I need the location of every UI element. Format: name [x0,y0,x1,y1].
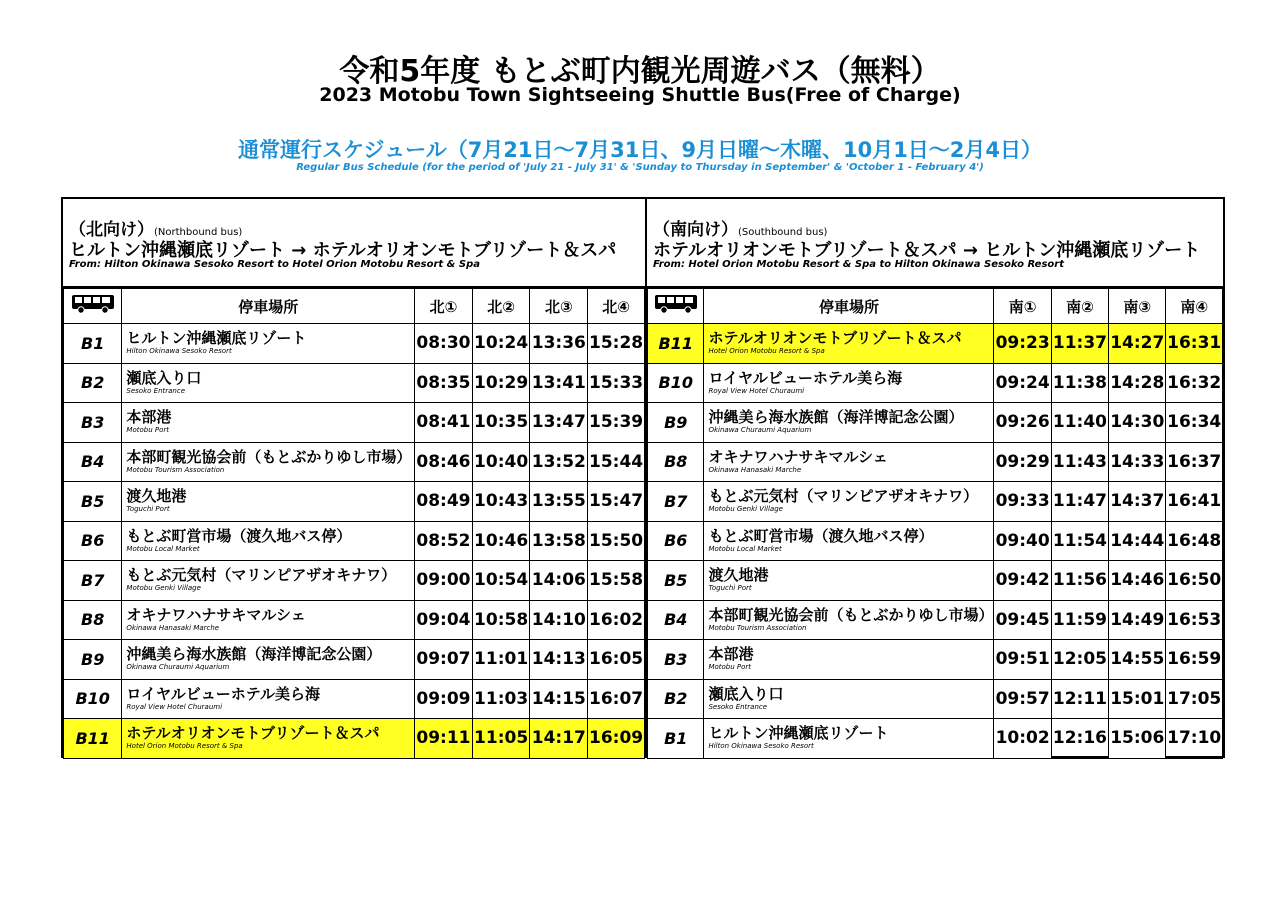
stop-name-ja: オキナワハナサキマルシェ [708,447,888,466]
stop-name-ja: もとぶ町営市場（渡久地バス停） [126,526,352,545]
departure-time: 16:31 [1166,324,1223,364]
stop-name [122,719,415,759]
departure-time: 13:55 [530,482,588,522]
stop-name-en: Okinawa Hanasaki Marche [708,465,802,474]
departure-time: 11:05 [472,719,530,759]
stop-name-en: Hotel Orion Motobu Resort & Spa [708,347,825,356]
route-label-en: From: Hilton Okinawa Sesoko Resort to Hotel Orion Motobu Resort & Spa [69,259,480,270]
stop-name-en: Motobu Local Market [708,544,782,553]
schedule-heading: 通常運行スケジュール（7月21日～7月31日、9月日曜～木曜、10月1日～2月4日） [237,138,1043,162]
stop-name-ja: 本部町観光協会前（もとぶかりゆし市場） [126,447,412,466]
departure-time: 09:11 [415,719,473,759]
table-row [648,600,1223,640]
stop-name [704,482,994,522]
stop-name-en: Okinawa Churaumi Aquarium [708,426,812,435]
table-row [64,363,645,403]
stop-name-en: Motobu Genki Village [708,505,783,514]
departure-time: 15:33 [588,363,645,403]
route-label: ヒルトン沖縄瀬底リゾート → ホテルオリオンモトブリゾート＆スパ [69,240,617,261]
stop-code: B7 [648,482,704,522]
stop-code: B3 [64,403,122,443]
stop-code: B10 [648,363,704,403]
departure-time: 11:01 [472,640,530,680]
header-row [64,289,645,324]
stop-name-ja: 本部港 [708,645,754,664]
page-subtitle: 2023 Motobu Town Sightseeing Shuttle Bus(Free of Charge) [319,84,961,106]
stop-code: B11 [64,719,122,759]
departure-time: 10:35 [472,403,530,443]
departure-time: 16:07 [588,679,645,719]
table-row [648,640,1223,680]
table-row [648,482,1223,522]
trip-header: 北② [472,289,530,324]
stop-name-ja: ロイヤルビューホテル美ら海 [126,684,321,703]
departure-time: 16:09 [588,719,645,759]
departure-time: 08:49 [415,482,473,522]
timetable [61,197,1225,758]
stop-code: B3 [648,640,704,680]
departure-time: 13:47 [530,403,588,443]
stop-name-ja: ロイヤルビューホテル美ら海 [708,368,903,387]
stop-name [704,403,994,443]
departure-time: 16:53 [1166,600,1223,640]
stop-name-en: Toguchi Port [708,584,752,593]
stop-name-en: Okinawa Hanasaki Marche [126,623,220,632]
stop-name-ja: 渡久地港 [708,566,769,585]
departure-time: 09:29 [994,442,1051,482]
departure-time: 10:43 [472,482,530,522]
departure-time: 15:39 [588,403,645,443]
stop-code: B10 [64,679,122,719]
stop-name [704,600,994,640]
departure-time: 11:56 [1051,561,1108,601]
stop-code: B11 [648,324,704,364]
northbound-header [63,199,645,288]
departure-time: 17:05 [1166,679,1223,719]
table-row [648,719,1223,759]
trip-header: 北③ [530,289,588,324]
table-row [64,719,645,759]
stop-name-en: Motobu Port [708,663,752,672]
table-row [64,403,645,443]
stop-name-en: Motobu Genki Village [126,584,201,593]
departure-time: 14:13 [530,640,588,680]
departure-time: 12:05 [1051,640,1108,680]
departure-time: 10:54 [472,561,530,601]
departure-time: 11:47 [1051,482,1108,522]
stop-header: 停車場所 [704,289,994,324]
stop-name-en: Hilton Okinawa Sesoko Resort [126,347,232,356]
stop-name-en: Royal View Hotel Churaumi [126,702,223,711]
departure-time: 14:27 [1109,324,1166,364]
stop-name-ja: オキナワハナサキマルシェ [126,605,306,624]
departure-time: 08:41 [415,403,473,443]
departure-time: 11:59 [1051,600,1108,640]
departure-time: 10:58 [472,600,530,640]
departure-time: 08:35 [415,363,473,403]
departure-time: 08:52 [415,521,473,561]
table-row [64,679,645,719]
stop-name [122,679,415,719]
trip-header: 南④ [1166,289,1223,324]
departure-time: 14:30 [1109,403,1166,443]
departure-time: 09:26 [994,403,1051,443]
stop-code: B8 [64,600,122,640]
trip-header: 南① [994,289,1051,324]
table-row [64,442,645,482]
table-row [64,521,645,561]
northbound-panel [63,199,647,756]
departure-time: 14:46 [1109,561,1166,601]
departure-time: 14:37 [1109,482,1166,522]
stop-name-ja: もとぶ町営市場（渡久地バス停） [708,526,934,545]
departure-time: 16:32 [1166,363,1223,403]
stop-code: B6 [648,521,704,561]
departure-time: 16:05 [588,640,645,680]
departure-time: 12:16 [1051,719,1108,759]
trip-header: 南② [1051,289,1108,324]
schedule-subheading: Regular Bus Schedule (for the period of 'July 21 - July 31' & 'Sunday to Thursday in September' & 'October 1 - February 4') [296,162,984,173]
departure-time: 14:49 [1109,600,1166,640]
bus-icon [64,289,122,324]
trip-header: 北④ [588,289,645,324]
table-row [648,363,1223,403]
table-row [648,442,1223,482]
table-row [648,521,1223,561]
stop-code: B2 [648,679,704,719]
departure-time: 15:28 [588,324,645,364]
departure-time: 15:47 [588,482,645,522]
stop-name-ja: もとぶ元気村（マリンピアザオキナワ） [708,487,979,506]
departure-time: 08:46 [415,442,473,482]
stop-name [122,482,415,522]
page-title: 令和5年度 もとぶ町内観光周遊バス（無料） [339,54,941,89]
stop-code: B2 [64,363,122,403]
departure-time: 10:02 [994,719,1051,759]
departure-time: 16:34 [1166,403,1223,443]
stop-name [122,561,415,601]
southbound-table [647,288,1223,759]
bus-icon [648,289,704,324]
table-row [648,403,1223,443]
departure-time: 11:03 [472,679,530,719]
stop-name [122,521,415,561]
stop-code: B8 [648,442,704,482]
departure-time: 13:52 [530,442,588,482]
departure-time: 09:23 [994,324,1051,364]
table-row [64,561,645,601]
stop-name-ja: 本部港 [126,408,172,427]
stop-name [122,640,415,680]
departure-time: 16:02 [588,600,645,640]
stop-name-en: Sesoko Entrance [126,386,186,395]
stop-code: B4 [648,600,704,640]
departure-time: 09:04 [415,600,473,640]
departure-time: 11:43 [1051,442,1108,482]
direction-label: （南向け）(Southbound bus) [653,220,828,240]
stop-name-en: Royal View Hotel Churaumi [708,386,805,395]
stop-code: B7 [64,561,122,601]
stop-name-ja: 瀬底入り口 [126,368,202,387]
departure-time: 16:50 [1166,561,1223,601]
departure-time: 14:15 [530,679,588,719]
stop-name-ja: 本部町観光協会前（もとぶかりゆし市場） [708,605,994,624]
departure-time: 09:24 [994,363,1051,403]
departure-time: 14:55 [1109,640,1166,680]
stop-name-ja: もとぶ元気村（マリンピアザオキナワ） [126,566,397,585]
departure-time: 11:37 [1051,324,1108,364]
stop-name [704,719,994,759]
departure-time: 16:48 [1166,521,1223,561]
stop-code: B5 [64,482,122,522]
stop-name [122,363,415,403]
table-row [648,679,1223,719]
southbound-panel [647,199,1223,756]
trip-header: 北① [415,289,473,324]
departure-time: 09:07 [415,640,473,680]
stop-name [122,324,415,364]
table-row [648,324,1223,364]
stop-code: B1 [64,324,122,364]
stop-name-en: Motobu Port [126,426,169,435]
stop-name-en: Hotel Orion Motobu Resort & Spa [126,742,243,751]
departure-time: 15:58 [588,561,645,601]
departure-time: 15:44 [588,442,645,482]
departure-time: 09:57 [994,679,1051,719]
stop-name-ja: ホテルオリオンモトブリゾート＆スパ [708,329,962,348]
stop-name-en: Motobu Tourism Association [126,465,225,474]
stop-name-en: Toguchi Port [126,505,170,514]
stop-code: B6 [64,521,122,561]
stop-name-ja: 渡久地港 [126,487,187,506]
departure-time: 16:59 [1166,640,1223,680]
departure-time: 11:40 [1051,403,1108,443]
stop-name [122,403,415,443]
stop-name-ja: ヒルトン沖縄瀬底リゾート [708,724,889,743]
stop-name [704,521,994,561]
departure-time: 09:51 [994,640,1051,680]
stop-code: B5 [648,561,704,601]
departure-time: 14:33 [1109,442,1166,482]
stop-name-en: Sesoko Entrance [708,702,768,711]
stop-name-ja: ヒルトン沖縄瀬底リゾート [126,329,307,348]
departure-time: 15:01 [1109,679,1166,719]
stop-code: B9 [648,403,704,443]
departure-time: 10:46 [472,521,530,561]
stop-name-en: Hilton Okinawa Sesoko Resort [708,742,814,751]
stop-name [704,324,994,364]
departure-time: 15:06 [1109,719,1166,759]
trip-header: 南③ [1109,289,1166,324]
northbound-table [63,288,645,759]
departure-time: 11:54 [1051,521,1108,561]
stop-name-ja: 沖縄美ら海水族館（海洋博記念公園） [126,645,382,664]
table-row [648,561,1223,601]
stop-name [704,442,994,482]
stop-name-ja: 瀬底入り口 [708,684,784,703]
departure-time: 14:10 [530,600,588,640]
departure-time: 16:41 [1166,482,1223,522]
departure-time: 13:41 [530,363,588,403]
departure-time: 10:24 [472,324,530,364]
stop-name [704,363,994,403]
departure-time: 14:06 [530,561,588,601]
route-label-en: From: Hotel Orion Motobu Resort & Spa to Hilton Okinawa Sesoko Resort [653,259,1064,270]
departure-time: 16:37 [1166,442,1223,482]
southbound-header [647,199,1223,288]
stop-code: B4 [64,442,122,482]
stop-name-en: Motobu Local Market [126,544,200,553]
departure-time: 09:09 [415,679,473,719]
stop-name [122,600,415,640]
stop-name-en: Okinawa Churaumi Aquarium [126,663,230,672]
departure-time: 17:10 [1166,719,1223,759]
departure-time: 09:45 [994,600,1051,640]
table-row [64,600,645,640]
stop-code: B1 [648,719,704,759]
departure-time: 09:33 [994,482,1051,522]
stop-name-ja: 沖縄美ら海水族館（海洋博記念公園） [708,408,964,427]
route-label: ホテルオリオンモトブリゾート＆スパ → ヒルトン沖縄瀬底リゾート [653,240,1201,261]
departure-time: 13:58 [530,521,588,561]
table-row [64,640,645,680]
stop-name-en: Motobu Tourism Association [708,623,807,632]
departure-time: 08:30 [415,324,473,364]
stop-header: 停車場所 [122,289,415,324]
departure-time: 14:28 [1109,363,1166,403]
table-row [64,324,645,364]
stop-name [704,679,994,719]
departure-time: 09:40 [994,521,1051,561]
stop-name [122,442,415,482]
departure-time: 13:36 [530,324,588,364]
header-row [648,289,1223,324]
table-row [64,482,645,522]
departure-time: 11:38 [1051,363,1108,403]
departure-time: 09:42 [994,561,1051,601]
stop-name [704,640,994,680]
stop-code: B9 [64,640,122,680]
departure-time: 14:44 [1109,521,1166,561]
direction-label: （北向け）(Northbound bus) [69,220,243,240]
departure-time: 12:11 [1051,679,1108,719]
departure-time: 15:50 [588,521,645,561]
stop-name-ja: ホテルオリオンモトブリゾート＆スパ [126,724,380,743]
departure-time: 14:17 [530,719,588,759]
departure-time: 10:29 [472,363,530,403]
departure-time: 09:00 [415,561,473,601]
stop-name [704,561,994,601]
departure-time: 10:40 [472,442,530,482]
